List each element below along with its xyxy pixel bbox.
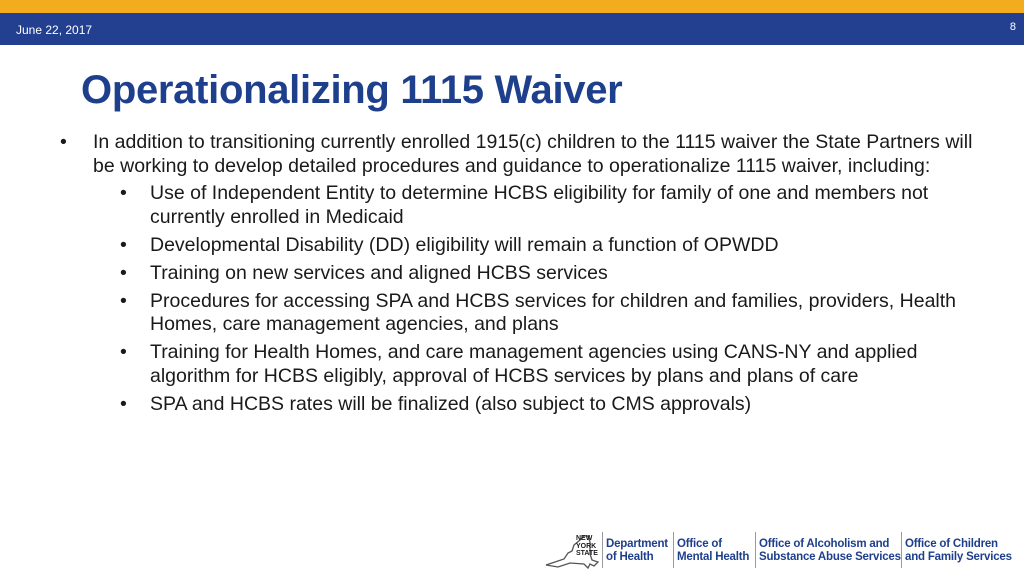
top-accent-bar <box>0 0 1024 13</box>
list-item-text: Training on new services and aligned HCBS services <box>150 261 608 284</box>
agency-office-of-children-and-family-services <box>905 538 1012 564</box>
list-item-text: Procedures for accessing SPA and HCBS services for children and families, providers, Health Homes, care management agencies, and plans <box>150 289 957 335</box>
agency-line: of Health <box>606 551 654 563</box>
list-item-text: Training for Health Homes, and care management agencies using CANS-NY and applied algorithm for HCBS eligibly, approval of HCBS services by plans and plans of care <box>150 341 918 387</box>
agency-line: Office of Children <box>905 538 998 550</box>
agency-logos-footer <box>544 532 1014 570</box>
bullet-icon: • <box>120 233 127 256</box>
list-item <box>60 262 980 286</box>
page-number: 8 <box>1009 21 1016 33</box>
slide-date: June 22, 2017 <box>16 23 93 37</box>
bullet-icon: • <box>120 341 127 363</box>
list-item <box>60 341 980 388</box>
list-item-text: Developmental Disability (DD) eligibility will remain a function of OPWDD <box>150 233 779 256</box>
agency-department-of-health <box>606 538 668 564</box>
bullet-icon: • <box>120 182 127 204</box>
divider <box>755 532 756 568</box>
agency-line: Office of <box>677 538 722 550</box>
main-bullet <box>60 131 980 178</box>
slide-title: Operationalizing 1115 Waiver <box>81 68 623 112</box>
bullet-icon: • <box>120 289 127 312</box>
bullet-icon: • <box>60 131 67 153</box>
divider <box>901 532 902 568</box>
list-item <box>60 234 980 258</box>
list-item-text: SPA and HCBS rates will be finalized (also subject to CMS approvals) <box>150 392 752 415</box>
slide-body <box>60 131 980 421</box>
list-item <box>60 290 980 337</box>
list-item <box>60 393 980 417</box>
agency-line: and Family Services <box>905 551 1012 563</box>
list-item-text: Use of Independent Entity to determine HCBS eligibility for family of one and members not currently enrolled in Medicaid <box>150 182 929 228</box>
agency-line: Office of Alcoholism and <box>759 538 890 550</box>
bullet-icon: • <box>120 392 127 415</box>
main-bullet-text: In addition to transitioning currently enrolled 1915(c) children to the 1115 waiver the State Partners will be working to develop detailed procedures and guidance to operationalize 1115 waiver, including: <box>93 131 973 177</box>
agency-line: Substance Abuse Services <box>759 551 901 563</box>
agency-office-of-mental-health <box>677 538 749 564</box>
divider <box>602 532 603 568</box>
list-item <box>60 182 980 229</box>
sub-bullet-list <box>60 182 980 416</box>
bullet-icon: • <box>120 261 127 284</box>
header-bar <box>0 13 1024 45</box>
agency-line: Mental Health <box>677 551 750 563</box>
ny-state-logo-text: NEW YORK STATE <box>576 535 598 557</box>
agency-office-of-alcoholism-and-substance-abuse-services <box>759 538 901 564</box>
agency-line: Department <box>606 538 668 550</box>
divider <box>673 532 674 568</box>
